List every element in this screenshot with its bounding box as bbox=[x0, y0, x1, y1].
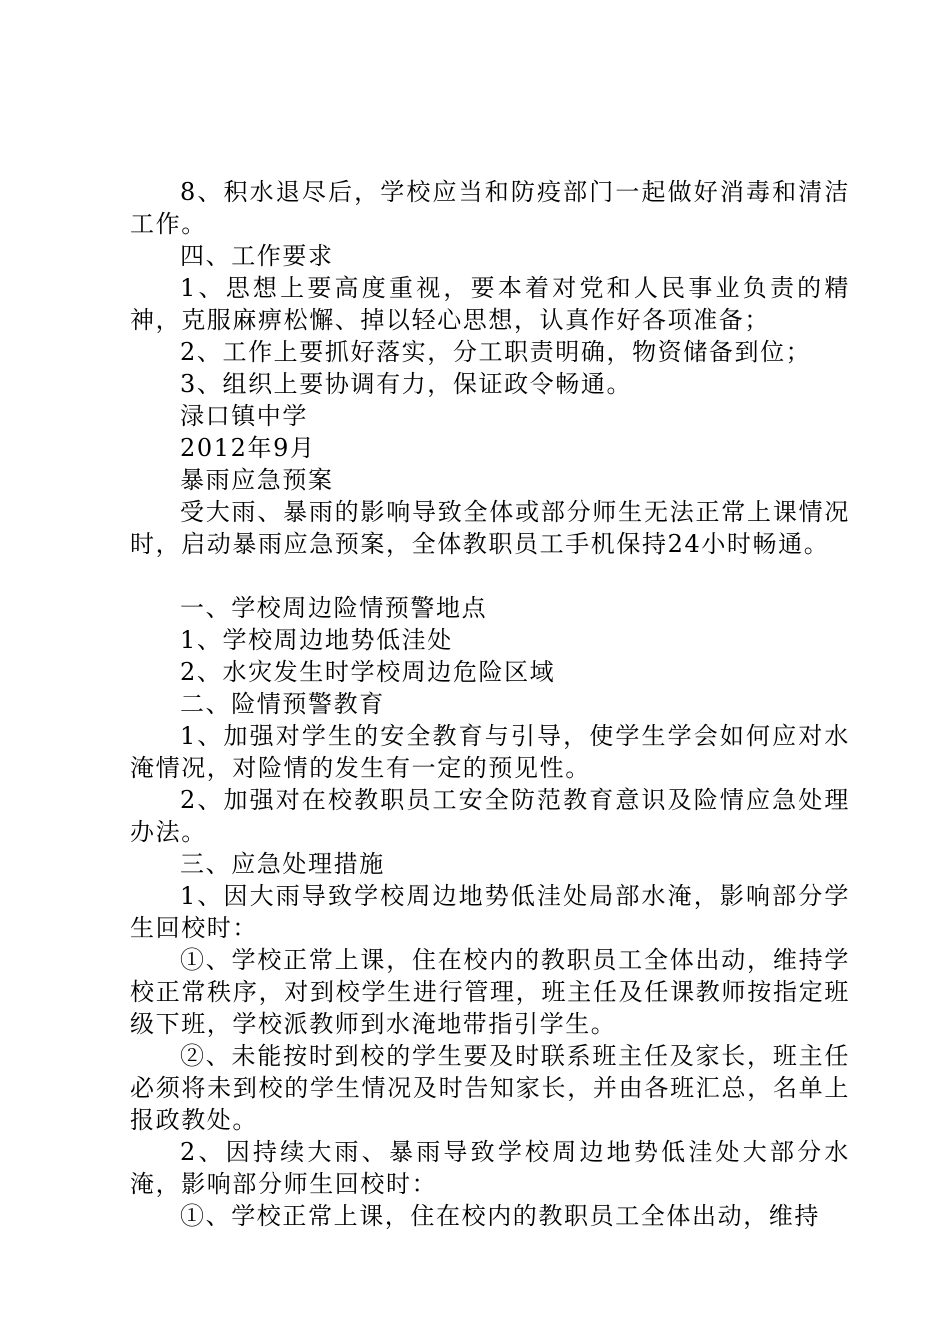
paragraph-requirement-1: 1、思想上要高度重视，要本着对党和人民事业负责的精神，克服麻痹松懈、掉以轻心思想，认真作好各项准备； bbox=[130, 274, 850, 334]
signature-school-name: 渌口镇中学 bbox=[180, 402, 308, 430]
signature-date: 2012年9月 bbox=[180, 434, 316, 462]
paragraph-measure-2-item-1: ①、学校正常上课，住在校内的教职员工全体出动，维持 bbox=[180, 1202, 820, 1230]
section-heading-work-requirements: 四、工作要求 bbox=[180, 242, 334, 270]
paragraph-requirement-2: 2、工作上要抓好落实，分工职责明确，物资储备到位； bbox=[180, 338, 812, 366]
section-heading-emergency-measures: 三、应急处理措施 bbox=[180, 850, 385, 878]
document-body bbox=[130, 176, 850, 1232]
paragraph-location-2: 2、水灾发生时学校周边危险区域 bbox=[180, 658, 556, 686]
paragraph-item-8: 8、积水退尽后，学校应当和防疫部门一起做好消毒和清洁工作。 bbox=[130, 178, 850, 238]
paragraph-location-1: 1、学校周边地势低洼处 bbox=[180, 626, 453, 654]
paragraph-requirement-3: 3、组织上要协调有力，保证政令畅通。 bbox=[180, 370, 633, 398]
paragraph-measure-1-item-2: ②、未能按时到校的学生要及时联系班主任及家长，班主任必须将未到校的学生情况及时告知家长，并由各班汇总，名单上报政教处。 bbox=[130, 1042, 850, 1134]
intro-paragraph: 受大雨、暴雨的影响导致全体或部分师生无法正常上课情况时，启动暴雨应急预案，全体教职员工手机保持24小时畅通。 bbox=[130, 498, 850, 558]
paragraph-measure-1-item-1: ①、学校正常上课，住在校内的教职员工全体出动，维持学校正常秩序，对到校学生进行管理，班主任及任课教师按指定班级下班，学校派教师到水淹地带指引学生。 bbox=[130, 946, 850, 1038]
paragraph-education-2: 2、加强对在校教职员工安全防范教育意识及险情应急处理办法。 bbox=[130, 786, 850, 846]
section-heading-warning-education: 二、险情预警教育 bbox=[180, 690, 385, 718]
paragraph-education-1: 1、加强对学生的安全教育与引导，使学生学会如何应对水淹情况，对险情的发生有一定的预见性。 bbox=[130, 722, 850, 782]
blank-line bbox=[130, 560, 850, 592]
document-title: 暴雨应急预案 bbox=[180, 466, 334, 494]
section-heading-warning-locations: 一、学校周边险情预警地点 bbox=[180, 594, 488, 622]
paragraph-measure-1: 1、因大雨导致学校周边地势低洼处局部水淹，影响部分学生回校时： bbox=[130, 882, 850, 942]
paragraph-measure-2: 2、因持续大雨、暴雨导致学校周边地势低洼处大部分水淹，影响部分师生回校时： bbox=[130, 1138, 850, 1198]
